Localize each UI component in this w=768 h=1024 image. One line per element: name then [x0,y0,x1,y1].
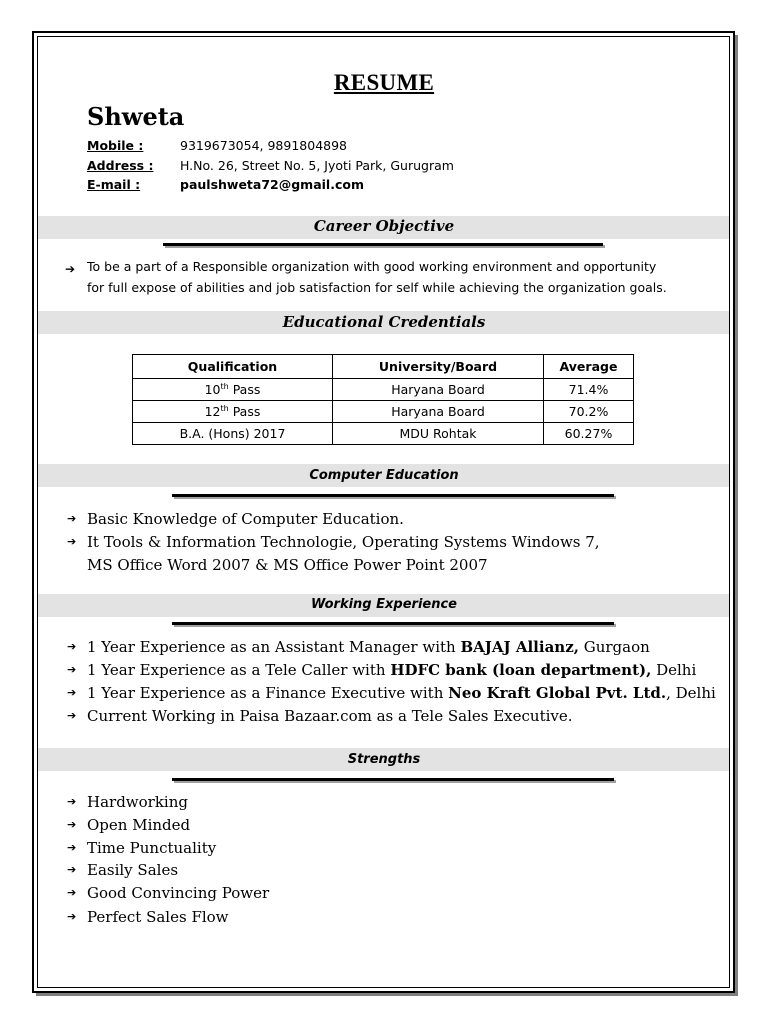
list-item: ➔ Perfect Sales Flow [67,908,229,926]
list-item-continuation: MS Office Word 2007 & MS Office Power Point 2007 [87,556,488,574]
computer-education-heading: Computer Education [309,468,459,483]
list-item: ➔ Current Working in Paisa Bazaar.com as a Tele Sales Executive. [67,707,573,725]
arrow-bullet-icon: ➔ [67,686,77,699]
board-cell: MDU Rohtak [333,423,544,445]
list-item: ➔ Basic Knowledge of Computer Education. [67,510,404,528]
arrow-bullet-icon: ➔ [67,886,77,899]
arrow-bullet-icon: ➔ [67,863,77,876]
column-header: University/Board [333,355,544,379]
table-header-row [133,355,634,379]
table-row [133,379,634,401]
section-rule [172,622,614,625]
board-cell: Haryana Board [333,379,544,401]
average-cell: 60.27% [544,423,634,445]
list-item: ➔ 1 Year Experience as a Tele Caller with HDFC bank (loan department), Delhi [67,661,697,679]
email-value[interactable]: paulshweta72@gmail.com [180,177,364,192]
list-item: ➔ It Tools & Information Technologie, Operating Systems Windows 7, [67,533,600,551]
arrow-bullet-icon: ➔ [67,640,77,653]
career-objective-heading: Career Objective [313,217,455,235]
objective-line: for full expose of abilities and job satisfaction for self while achieving the organization goals. [87,279,667,295]
qualification-cell: B.A. (Hons) 2017 [133,423,333,445]
section-rule [163,243,603,246]
frame-shadow [36,993,738,996]
candidate-name: Shweta [87,102,185,131]
list-item: ➔ Hardworking [67,793,188,811]
arrow-bullet-icon: ➔ [67,512,77,525]
column-header: Qualification [133,355,333,379]
arrow-bullet-icon: ➔ [67,663,77,676]
column-header: Average [544,355,634,379]
education-table [132,354,634,445]
average-cell: 71.4% [544,379,634,401]
address-value: H.No. 26, Street No. 5, Jyoti Park, Gurugram [180,158,454,173]
list-item: ➔ 1 Year Experience as an Assistant Manager with BAJAJ Allianz, Gurgaon [67,638,650,656]
address-label: Address : [87,158,154,173]
education-heading: Educational Credentials [282,313,486,331]
list-item: ➔ Open Minded [67,816,191,834]
list-item: ➔ Time Punctuality [67,839,217,857]
list-item: ➔ 1 Year Experience as a Finance Executive with Neo Kraft Global Pvt. Ltd., Delhi [67,684,716,702]
section-rule [172,494,614,497]
document-title: RESUME [333,70,435,95]
strengths-heading: Strengths [347,752,421,767]
section-rule [172,778,614,781]
frame-shadow [735,35,738,995]
average-cell: 70.2% [544,401,634,423]
qualification-cell: 10th Pass [133,379,333,401]
mobile-value: 9319673054, 9891804898 [180,138,348,153]
mobile-label: Mobile : [87,138,144,153]
working-experience-heading: Working Experience [310,597,457,612]
table-row [133,401,634,423]
arrow-bullet-icon: ➔ [67,795,77,808]
career-objective-text [87,257,667,298]
arrow-bullet-icon: ➔ [67,841,77,854]
table-row [133,423,634,445]
qualification-cell: 12th Pass [133,401,333,423]
list-item: ➔ Good Convincing Power [67,884,270,902]
arrow-bullet-icon: ➔ [67,818,77,831]
objective-line: To be a part of a Responsible organization with good working environment and opportunity [87,259,657,274]
arrow-bullet-icon: ➔ [67,709,77,722]
email-label: E-mail : [87,177,141,192]
list-item: ➔ Easily Sales [67,861,179,879]
board-cell: Haryana Board [333,401,544,423]
arrow-bullet-icon: ➔ [65,262,76,276]
arrow-bullet-icon: ➔ [67,535,77,548]
arrow-bullet-icon: ➔ [67,910,77,923]
